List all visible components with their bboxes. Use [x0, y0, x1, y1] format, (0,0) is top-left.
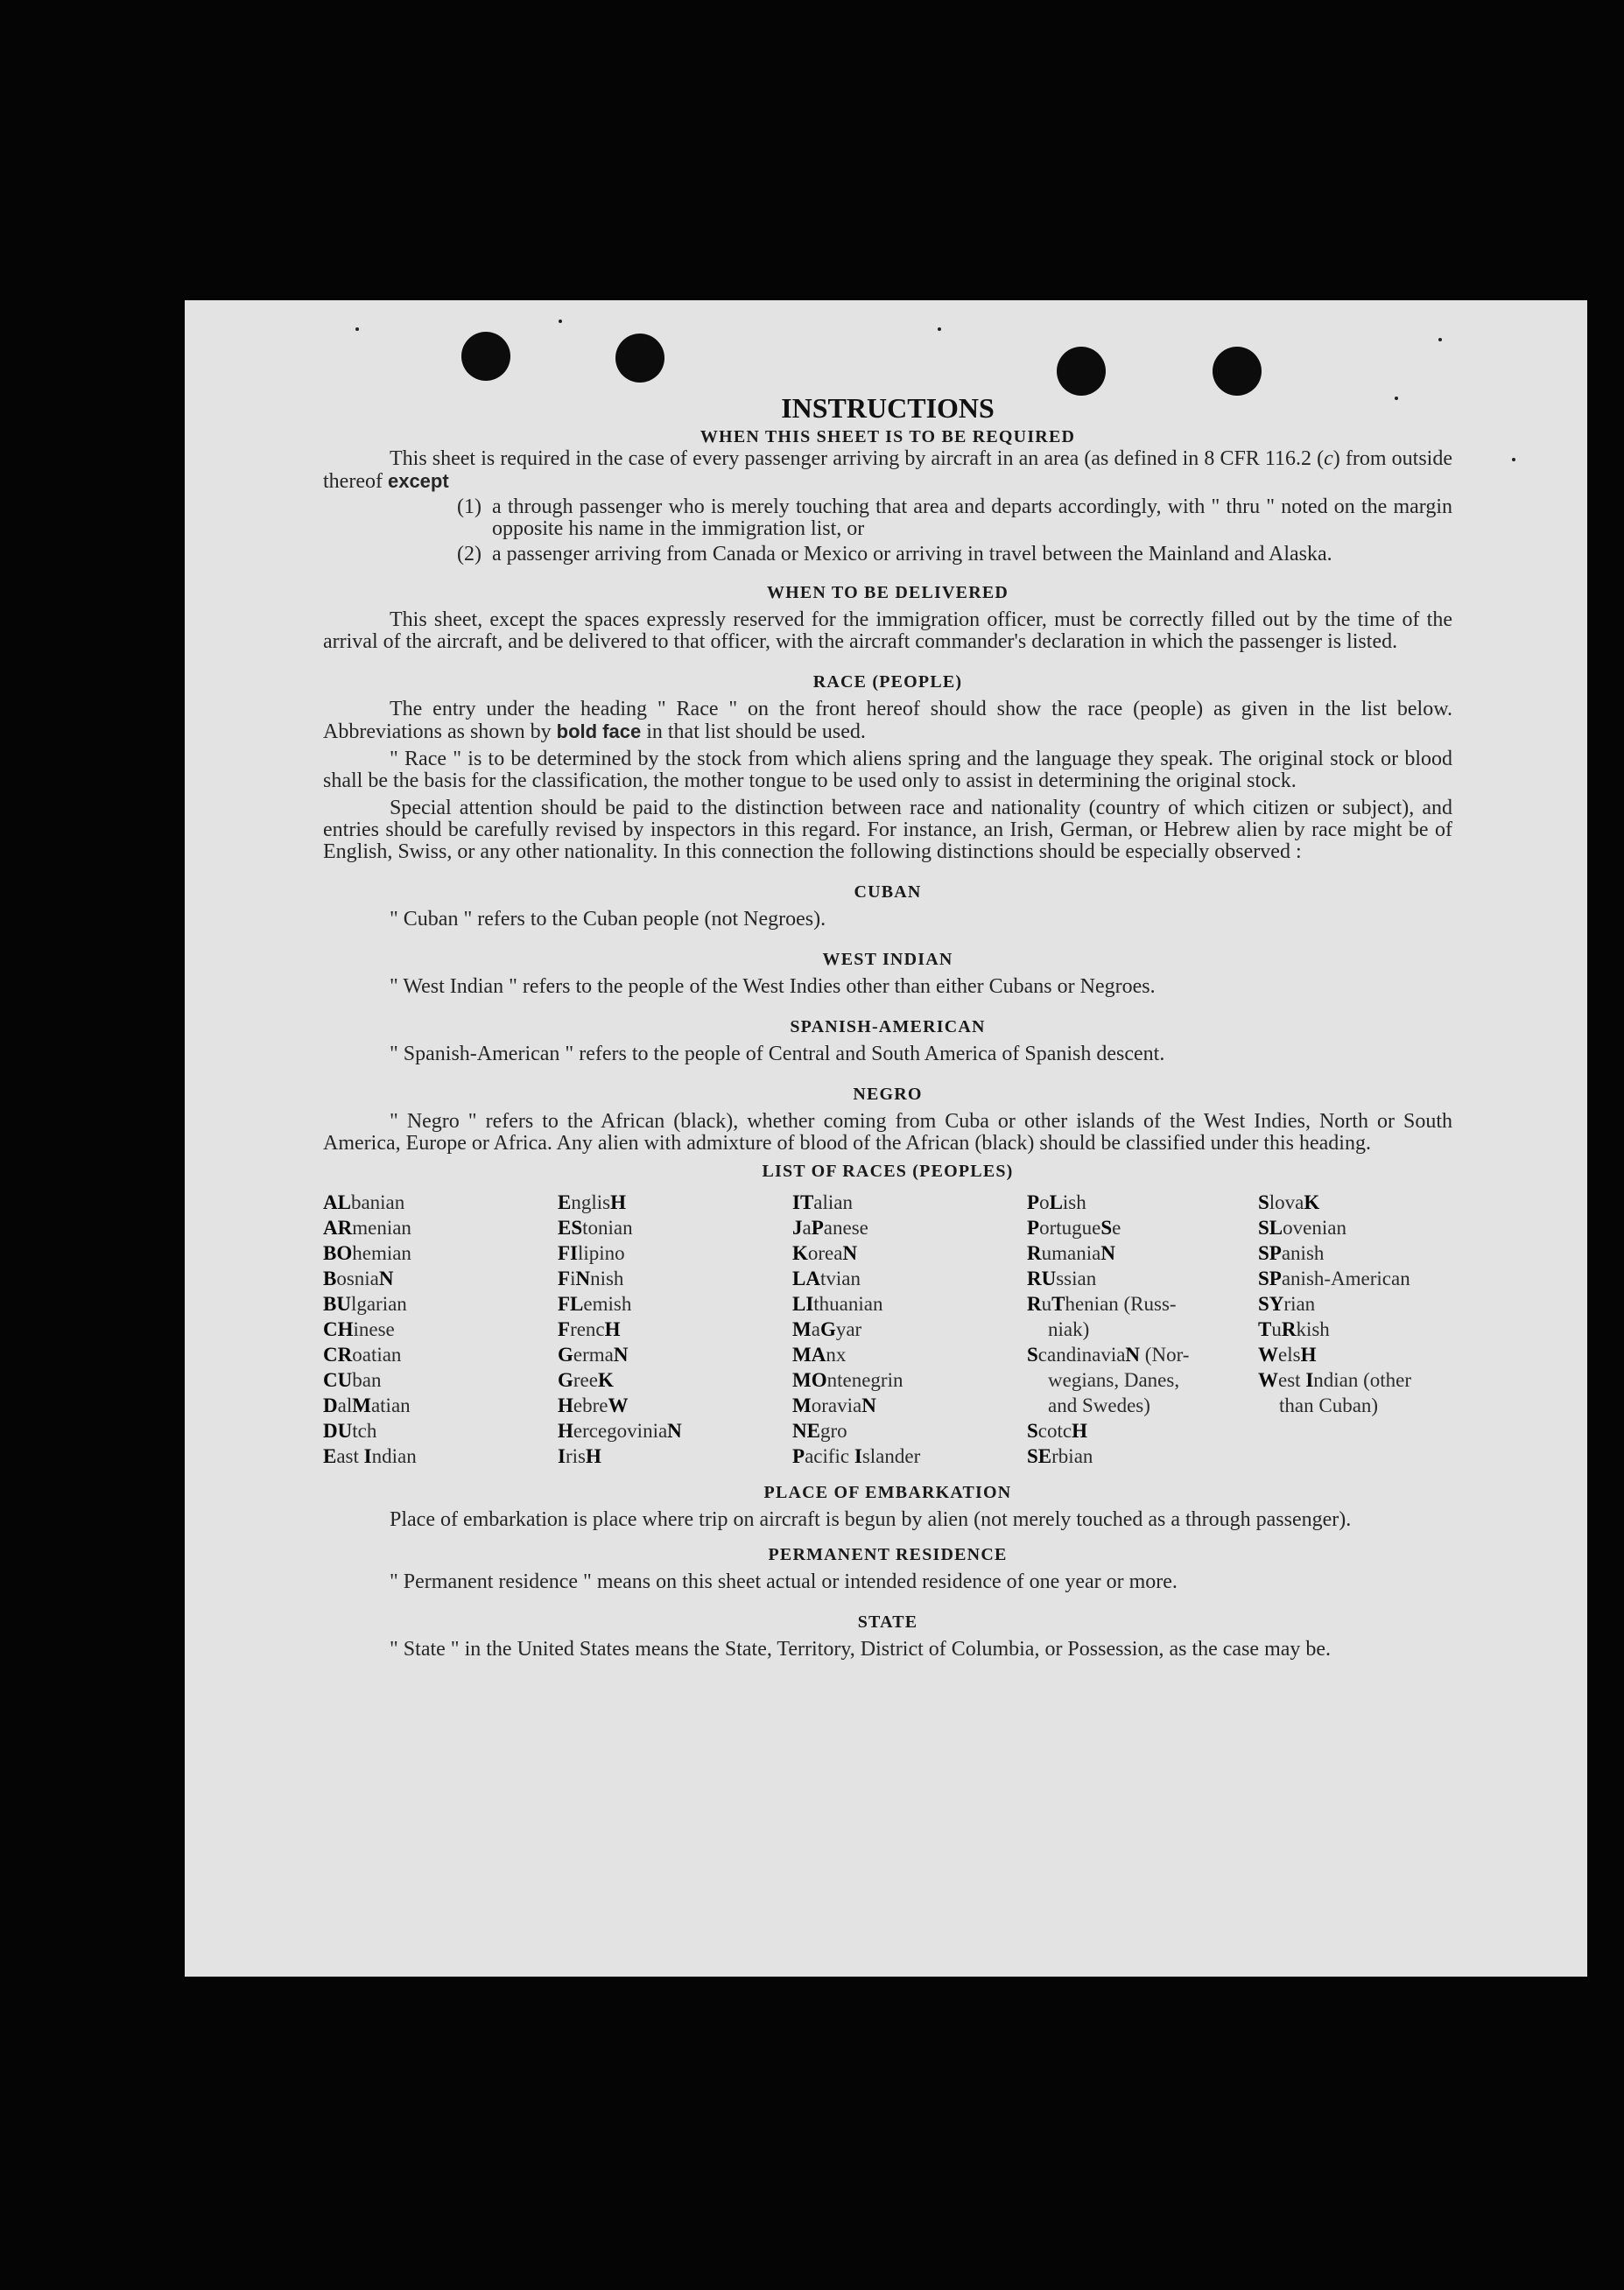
race-entry: PoLish	[1027, 1191, 1086, 1213]
race-entry: ScandinaviaN (Nor- wegians, Danes,	[1027, 1342, 1258, 1393]
punch-hole-3	[1057, 347, 1106, 396]
race-entry-continuation: niak)	[1048, 1318, 1090, 1340]
exception-list	[323, 496, 1452, 565]
race-entry: HercegoviniaN	[558, 1420, 682, 1442]
section-heading-when-required: WHEN THIS SHEET IS TO BE REQUIRED	[700, 427, 1076, 446]
section-heading-state: STATE	[857, 1612, 918, 1632]
race-entry: FiNnish	[558, 1268, 624, 1289]
race-entry: RuThenian (Russ- niak)	[1027, 1291, 1258, 1342]
race-paragraph-1: The entry under the heading " Race " on the front hereof should show the race (people) as given in the list below. Abbreviations as shown by bold face in that list should be used.	[323, 698, 1452, 743]
punch-hole-1	[461, 332, 510, 381]
race-entry: RUssian	[1027, 1268, 1097, 1289]
race-entry: NEgro	[792, 1420, 847, 1442]
race-entry: CHinese	[323, 1318, 395, 1340]
paper-speck	[1512, 458, 1515, 461]
race-entry-continuation: wegians, Danes,	[1048, 1369, 1180, 1391]
paper-speck	[938, 327, 941, 331]
race-entry: SErbian	[1027, 1445, 1093, 1467]
bold-face-emphasis: bold face	[556, 720, 642, 742]
race-entry: ARmenian	[323, 1217, 411, 1239]
race-column-5	[1258, 1190, 1452, 1469]
race-entry: BOhemian	[323, 1242, 411, 1264]
west-indian-text: " West Indian " refers to the people of the West Indies other than either Cubans or Negroes.	[390, 975, 1156, 998]
race-entry: ITalian	[792, 1191, 853, 1213]
race-entry: LAtvian	[792, 1268, 861, 1289]
race-entry: KoreaN	[792, 1242, 858, 1264]
section-heading-when-delivered: WHEN TO BE DELIVERED	[766, 583, 1009, 602]
paper-speck	[1438, 338, 1442, 341]
race-entry: CUban	[323, 1369, 382, 1391]
race-entry: SPanish-American	[1258, 1268, 1410, 1289]
state-text: " State " in the United States means the State, Territory, District of Columbia, or Possession, as the case may be.	[390, 1638, 1332, 1661]
race-entry: LIthuanian	[792, 1293, 883, 1315]
race-entry: IrisH	[558, 1445, 601, 1467]
race-entry: SLovenian	[1258, 1217, 1346, 1239]
race-column-1	[323, 1190, 558, 1469]
section-heading-permanent-residence: PERMANENT RESIDENCE	[768, 1545, 1008, 1564]
race-entry: East Indian	[323, 1445, 417, 1467]
section-heading-race: RACE (PEOPLE)	[812, 672, 963, 692]
section-heading-west-indian: WEST INDIAN	[822, 950, 953, 969]
race-entry-continuation: than Cuban)	[1279, 1394, 1379, 1416]
race-entry-continuation: and Swedes)	[1048, 1394, 1150, 1416]
list-item: (1) a through passenger who is merely touching that area and departs accordingly, with " thru " noted on the margin opposite his name in the immigration list, or	[457, 495, 1452, 540]
section-heading-negro: NEGRO	[853, 1085, 923, 1104]
embarkation-text: Place of embarkation is place where trip on aircraft is begun by alien (not merely touched as a through passenger).	[390, 1508, 1352, 1531]
race-entry: SYrian	[1258, 1293, 1316, 1315]
race-entry: RumaniaN	[1027, 1242, 1115, 1264]
race-entry: FLemish	[558, 1293, 632, 1315]
residence-text: " Permanent residence " means on this sheet actual or intended residence of one year or more.	[390, 1570, 1178, 1593]
race-entry: MAnx	[792, 1344, 847, 1366]
race-entry: BosniaN	[323, 1268, 394, 1289]
paper-speck	[355, 327, 359, 331]
race-entry: MOntenegrin	[792, 1369, 903, 1391]
race-entry: EStonian	[558, 1217, 633, 1239]
race-paragraph-3: Special attention should be paid to the distinction between race and nationality (country of which citizen or subject), and entries should be carefully revised by inspectors in this regard. For instance, an Irish, German, or Hebrew alien by race might be of English, Swiss, or any other nationality. In this connection the following distinctions should be especially observed :	[323, 797, 1452, 863]
race-entry: GreeK	[558, 1369, 614, 1391]
race-entry: TuRkish	[1258, 1318, 1330, 1340]
race-column-3	[792, 1190, 1027, 1469]
list-item: (2) a passenger arriving from Canada or Mexico or arriving in travel between the Mainland and Alaska.	[457, 543, 1332, 565]
section-heading-spanish-american: SPANISH-AMERICAN	[790, 1017, 986, 1036]
race-entry: MaGyar	[792, 1318, 862, 1340]
race-entry: GermaN	[558, 1344, 629, 1366]
race-entry	[1027, 1393, 1258, 1418]
race-entry: MoraviaN	[792, 1394, 876, 1416]
page-title: INSTRUCTIONS	[781, 392, 995, 424]
race-entry: HebreW	[558, 1394, 629, 1416]
punch-hole-4	[1213, 347, 1262, 396]
race-entry: ScotcH	[1027, 1420, 1087, 1442]
race-entry: Pacific Islander	[792, 1445, 921, 1467]
negro-text: " Negro " refers to the African (black), whether coming from Cuba or other islands of the West Indies, North or South America, Europe or Africa. Any alien with admixture of blood of the African (black) should be classified under this heading.	[323, 1110, 1452, 1155]
race-entry: West Indian (other than Cuban)	[1258, 1367, 1452, 1418]
race-entry: JaPanese	[792, 1217, 868, 1239]
section-heading-list-of-races: LIST OF RACES (PEOPLES)	[762, 1162, 1014, 1181]
section-heading-cuban: CUBAN	[854, 882, 922, 902]
race-entry: FIlipino	[558, 1242, 625, 1264]
race-entry: CRoatian	[323, 1344, 402, 1366]
when-delivered-text: This sheet, except the spaces expressly reserved for the immigration officer, must be correctly filled out by the time of the arrival of the aircraft, and be delivered to that officer, with the aircraft commander's declaration in which the passenger is listed.	[323, 608, 1452, 653]
when-required-intro: This sheet is required in the case of every passenger arriving by aircraft in an area (as defined in 8 CFR 116.2 (c) from outside thereof except	[323, 447, 1452, 493]
race-entry: EnglisH	[558, 1191, 626, 1213]
instructions-content	[323, 390, 1452, 1661]
punch-hole-2	[615, 334, 664, 383]
race-column-2	[558, 1190, 792, 1469]
race-column-4	[1027, 1190, 1258, 1469]
race-entry: DalMatian	[323, 1394, 411, 1416]
race-entry: PortugueSe	[1027, 1217, 1121, 1239]
race-entry: FrencH	[558, 1318, 621, 1340]
paper-speck	[559, 320, 562, 323]
section-heading-embarkation: PLACE OF EMBARKATION	[763, 1483, 1012, 1502]
race-entry: WelsH	[1258, 1344, 1317, 1366]
race-paragraph-2: " Race " is to be determined by the stock from which aliens spring and the language they speak. The original stock or blood shall be the basis for the classification, the mother tongue to be used only to assist in determining the original stock.	[323, 748, 1452, 792]
race-entry: SPanish	[1258, 1242, 1325, 1264]
spanish-american-text: " Spanish-American " refers to the people of Central and South America of Spanish descent.	[390, 1043, 1165, 1065]
race-entry: BUlgarian	[323, 1293, 407, 1315]
except-emphasis: except	[387, 470, 449, 492]
race-list-grid	[323, 1190, 1452, 1469]
race-entry: DUtch	[323, 1420, 377, 1442]
race-entry: ALbanian	[323, 1191, 405, 1213]
cuban-text: " Cuban " refers to the Cuban people (not Negroes).	[390, 908, 826, 931]
race-entry: SlovaK	[1258, 1191, 1320, 1213]
document-sheet	[185, 300, 1587, 1977]
